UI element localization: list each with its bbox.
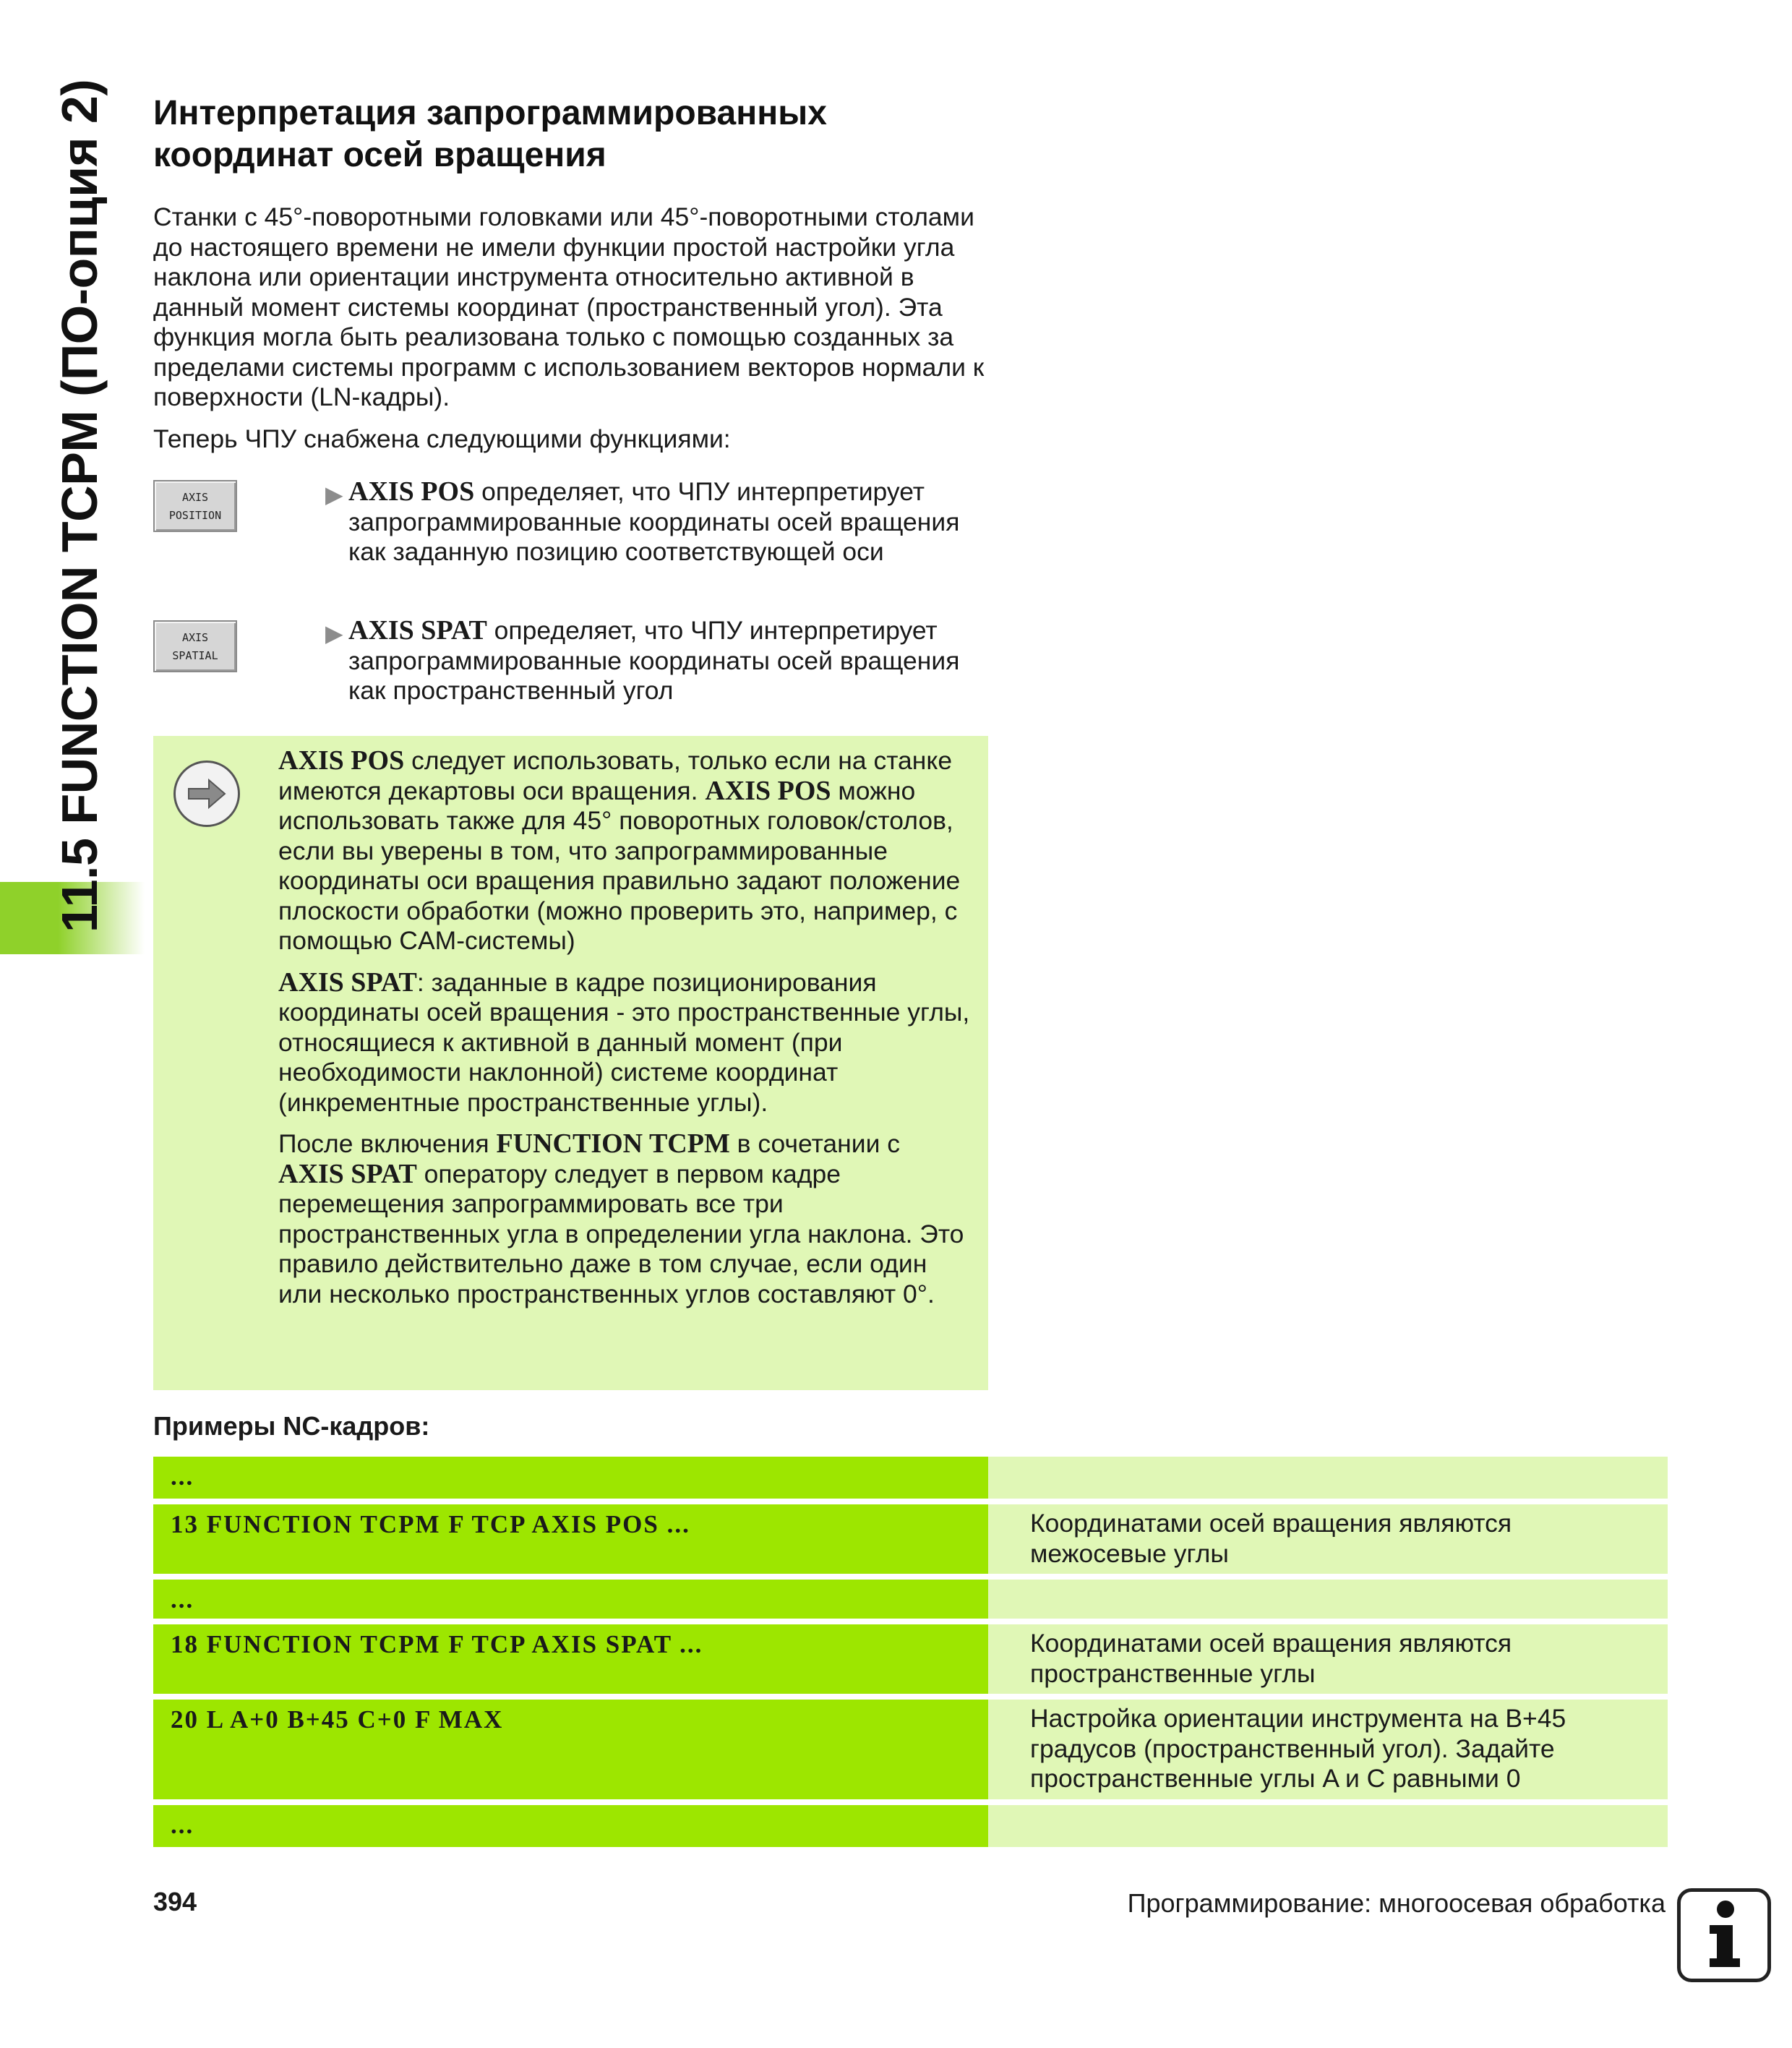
arrow-right-icon [173, 760, 240, 827]
keyword: AXIS POS [278, 745, 405, 776]
keyword: AXIS SPAT [278, 967, 417, 998]
note-text-run: можно использовать также для 45° поворотных головок/столов, если вы уверены в том, что запрограммированные координаты оси вращения правильно задают положение плоскости обработки (можно проверить это, например, с помощью CAM-системы) [278, 776, 961, 955]
note-text-run: : заданные в кадре позиционирования координаты осей вращения - это пространственные углы, относящиеся к активной в данный момент (при необходимости наклонной) системе координат (инкрементные пространственные углы). [278, 967, 970, 1117]
chapter-side-title: 11.5 FUNCTION TCPM (ПО-опция 2) [51, 79, 108, 933]
table-row [153, 1700, 1668, 1799]
section-heading-line1: Интерпретация запрограммированных [153, 94, 827, 132]
nc-desc-cell [988, 1580, 1668, 1619]
bullet-text: определяет, что ЧПУ интерпретирует запрограммированные координаты осей вращения как пространственный угол [348, 616, 960, 705]
softkey-label: SPATIAL [172, 649, 218, 662]
nc-desc-cell: Настройка ориентации инструмента на B+45 градусов (пространственный угол). Задайте пространственные углы A и C равными 0 [988, 1700, 1668, 1799]
nc-desc-cell: Координатами осей вращения являются пространственные углы [988, 1624, 1668, 1694]
keyword: AXIS SPAT [278, 1158, 417, 1189]
keyword: AXIS POS [348, 476, 475, 507]
nc-code-cell: ... [153, 1580, 988, 1619]
footer-chapter-title: Программирование: многоосевая обработка [1127, 1888, 1665, 1918]
note-text-run: в сочетании с [729, 1129, 901, 1158]
nc-desc-cell [988, 1457, 1668, 1499]
intro-text [153, 202, 999, 466]
intro-functions-lead: Теперь ЧПУ снабжена следующими функциями: [153, 424, 731, 453]
table-row [153, 1504, 1668, 1574]
note-text [278, 746, 972, 1321]
note-text-run: После включения [278, 1129, 497, 1158]
page-number: 394 [153, 1887, 197, 1916]
keyword: AXIS SPAT [348, 615, 487, 646]
nc-code-cell: ... [153, 1805, 988, 1847]
nc-code-cell: ... [153, 1457, 988, 1499]
nc-desc-cell: Координатами осей вращения являются межосевые углы [988, 1504, 1668, 1574]
softkey-label: POSITION [168, 509, 222, 522]
nc-code-cell: 20 L A+0 B+45 C+0 F MAX [153, 1700, 988, 1799]
intro-paragraph: Станки с 45°-поворотными головками или 45°-поворотными столами до настоящего времени не имели функции простой настройки угла наклона или ориентации инструмента относительно активной в данный момент системы координат (пространственный угол). Эта функция могла быть реализована только с помощью созданных за пределами системы программ с использованием векторов нормали к поверхности (LN-кадры). [153, 202, 985, 411]
triangle-bullet-icon: ▶ [325, 481, 343, 507]
table-row [153, 1457, 1668, 1499]
bullet-axis-spat [325, 616, 990, 706]
nc-code-cell: 13 FUNCTION TCPM F TCP AXIS POS ... [153, 1504, 988, 1574]
table-row [153, 1805, 1668, 1847]
note-text-run: оператору следует в первом кадре перемещения запрограммировать все три пространственных угла в определении угла наклона. Это правило действительно даже в том случае, если один или несколько пространственных углов составляют 0°. [278, 1159, 964, 1308]
softkey-label: AXIS [181, 631, 209, 644]
bullet-axis-pos [325, 477, 990, 567]
bullet-text: определяет, что ЧПУ интерпретирует запрограммированные координаты осей вращения как заданную позицию соответствующей оси [348, 477, 960, 566]
section-heading-line2: координат осей вращения [153, 136, 606, 174]
note-paragraph [278, 746, 972, 956]
nc-examples-table [153, 1457, 1668, 1853]
note-paragraph [278, 968, 972, 1118]
softkey-label: AXIS [181, 491, 209, 504]
examples-title: Примеры NC-кадров: [153, 1411, 430, 1441]
axis-spatial-softkey[interactable] [153, 620, 237, 672]
nc-desc-cell [988, 1805, 1668, 1847]
keyword: FUNCTION TCPM [496, 1128, 730, 1159]
table-row [153, 1580, 1668, 1619]
info-icon[interactable] [1677, 1888, 1771, 1982]
nc-code-cell: 18 FUNCTION TCPM F TCP AXIS SPAT ... [153, 1624, 988, 1694]
triangle-bullet-icon: ▶ [325, 620, 343, 646]
table-row [153, 1624, 1668, 1694]
axis-position-softkey[interactable] [153, 480, 237, 532]
keyword: AXIS POS [705, 775, 831, 806]
section-heading [153, 93, 985, 176]
note-text-run: следует использовать, только если на станке имеются декартовы оси вращения. [278, 746, 953, 805]
note-paragraph [278, 1129, 972, 1309]
